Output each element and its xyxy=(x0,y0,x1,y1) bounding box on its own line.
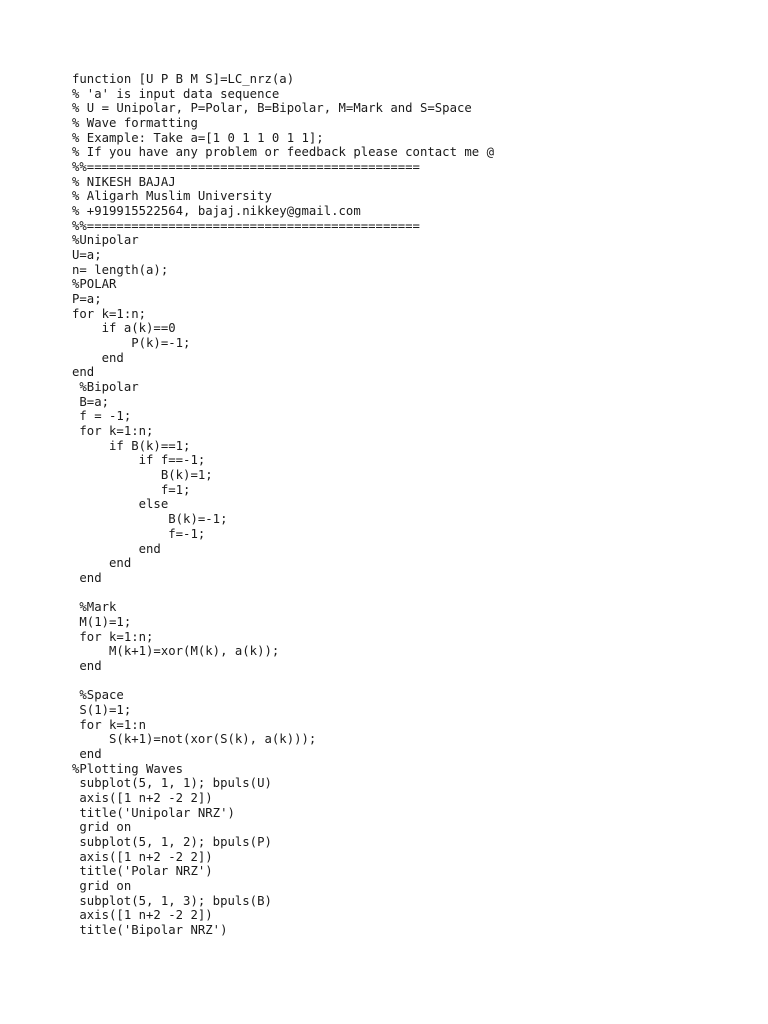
code-line xyxy=(72,586,494,601)
code-line: end xyxy=(72,541,161,556)
code-line: % +919915522564, bajaj.nikkey@gmail.com xyxy=(72,204,361,219)
code-line: subplot(5, 1, 2); bpuls(P) xyxy=(72,834,272,849)
code-line: axis([1 n+2 -2 2]) xyxy=(72,908,213,923)
code-line: %Bipolar xyxy=(72,380,139,395)
code-line: % 'a' is input data sequence xyxy=(72,86,280,101)
code-line: %Mark xyxy=(72,600,117,615)
code-line: end xyxy=(72,365,95,380)
code-line: % Aligarh Muslim University xyxy=(72,189,272,204)
code-line: B(k)=1; xyxy=(72,468,213,483)
code-line: if f==-1; xyxy=(72,453,206,468)
code-line: %%============================================= xyxy=(72,218,420,233)
code-line: if a(k)==0 xyxy=(72,321,176,336)
code-line: %POLAR xyxy=(72,277,117,292)
code-line: end xyxy=(72,570,102,585)
code-line: M(1)=1; xyxy=(72,614,132,629)
code-line: P=a; xyxy=(72,292,102,307)
code-line xyxy=(72,674,494,689)
code-line: axis([1 n+2 -2 2]) xyxy=(72,790,213,805)
code-line: if B(k)==1; xyxy=(72,438,191,453)
code-line: f=-1; xyxy=(72,526,206,541)
code-line: subplot(5, 1, 1); bpuls(U) xyxy=(72,776,272,791)
code-line: end xyxy=(72,746,102,761)
code-line: function [U P B M S]=LC_nrz(a) xyxy=(72,72,295,86)
code-line: %Plotting Waves xyxy=(72,761,184,776)
code-line: title('Polar NRZ') xyxy=(72,864,213,879)
code-line: % Example: Take a=[1 0 1 1 0 1 1]; xyxy=(72,130,324,145)
code-line: title('Unipolar NRZ') xyxy=(72,805,235,820)
code-line: else xyxy=(72,497,169,512)
code-line: % If you have any problem or feedback please contact me @ xyxy=(72,145,494,160)
code-line: % U = Unipolar, P=Polar, B=Bipolar, M=Mark and S=Space xyxy=(72,101,472,116)
code-line: %Unipolar xyxy=(72,233,139,248)
code-line: for k=1:n; xyxy=(72,629,154,644)
code-line: M(k+1)=xor(M(k), a(k)); xyxy=(72,644,280,659)
code-line: f=1; xyxy=(72,482,191,497)
code-line: grid on xyxy=(72,820,132,835)
code-line: title('Bipolar NRZ') xyxy=(72,922,228,937)
code-line: subplot(5, 1, 3); bpuls(B) xyxy=(72,893,272,908)
code-line: axis([1 n+2 -2 2]) xyxy=(72,849,213,864)
code-line: %%============================================= xyxy=(72,160,420,175)
code-line: U=a; xyxy=(72,248,102,263)
code-line: % NIKESH BAJAJ xyxy=(72,174,176,189)
code-line: % Wave formatting xyxy=(72,116,198,131)
code-line: f = -1; xyxy=(72,409,132,424)
code-line: end xyxy=(72,350,124,365)
code-line: P(k)=-1; xyxy=(72,336,191,351)
code-line: grid on xyxy=(72,878,132,893)
code-line: S(k+1)=not(xor(S(k), a(k))); xyxy=(72,732,317,747)
code-line: end xyxy=(72,658,102,673)
code-listing xyxy=(72,72,494,938)
code-line: end xyxy=(72,556,132,571)
code-line: n= length(a); xyxy=(72,262,169,277)
code-line: for k=1:n; xyxy=(72,424,154,439)
code-line: for k=1:n xyxy=(72,717,147,732)
code-line: S(1)=1; xyxy=(72,702,132,717)
code-line: B(k)=-1; xyxy=(72,512,228,527)
code-line: B=a; xyxy=(72,394,110,409)
code-line: for k=1:n; xyxy=(72,306,147,321)
code-line: %Space xyxy=(72,688,124,703)
